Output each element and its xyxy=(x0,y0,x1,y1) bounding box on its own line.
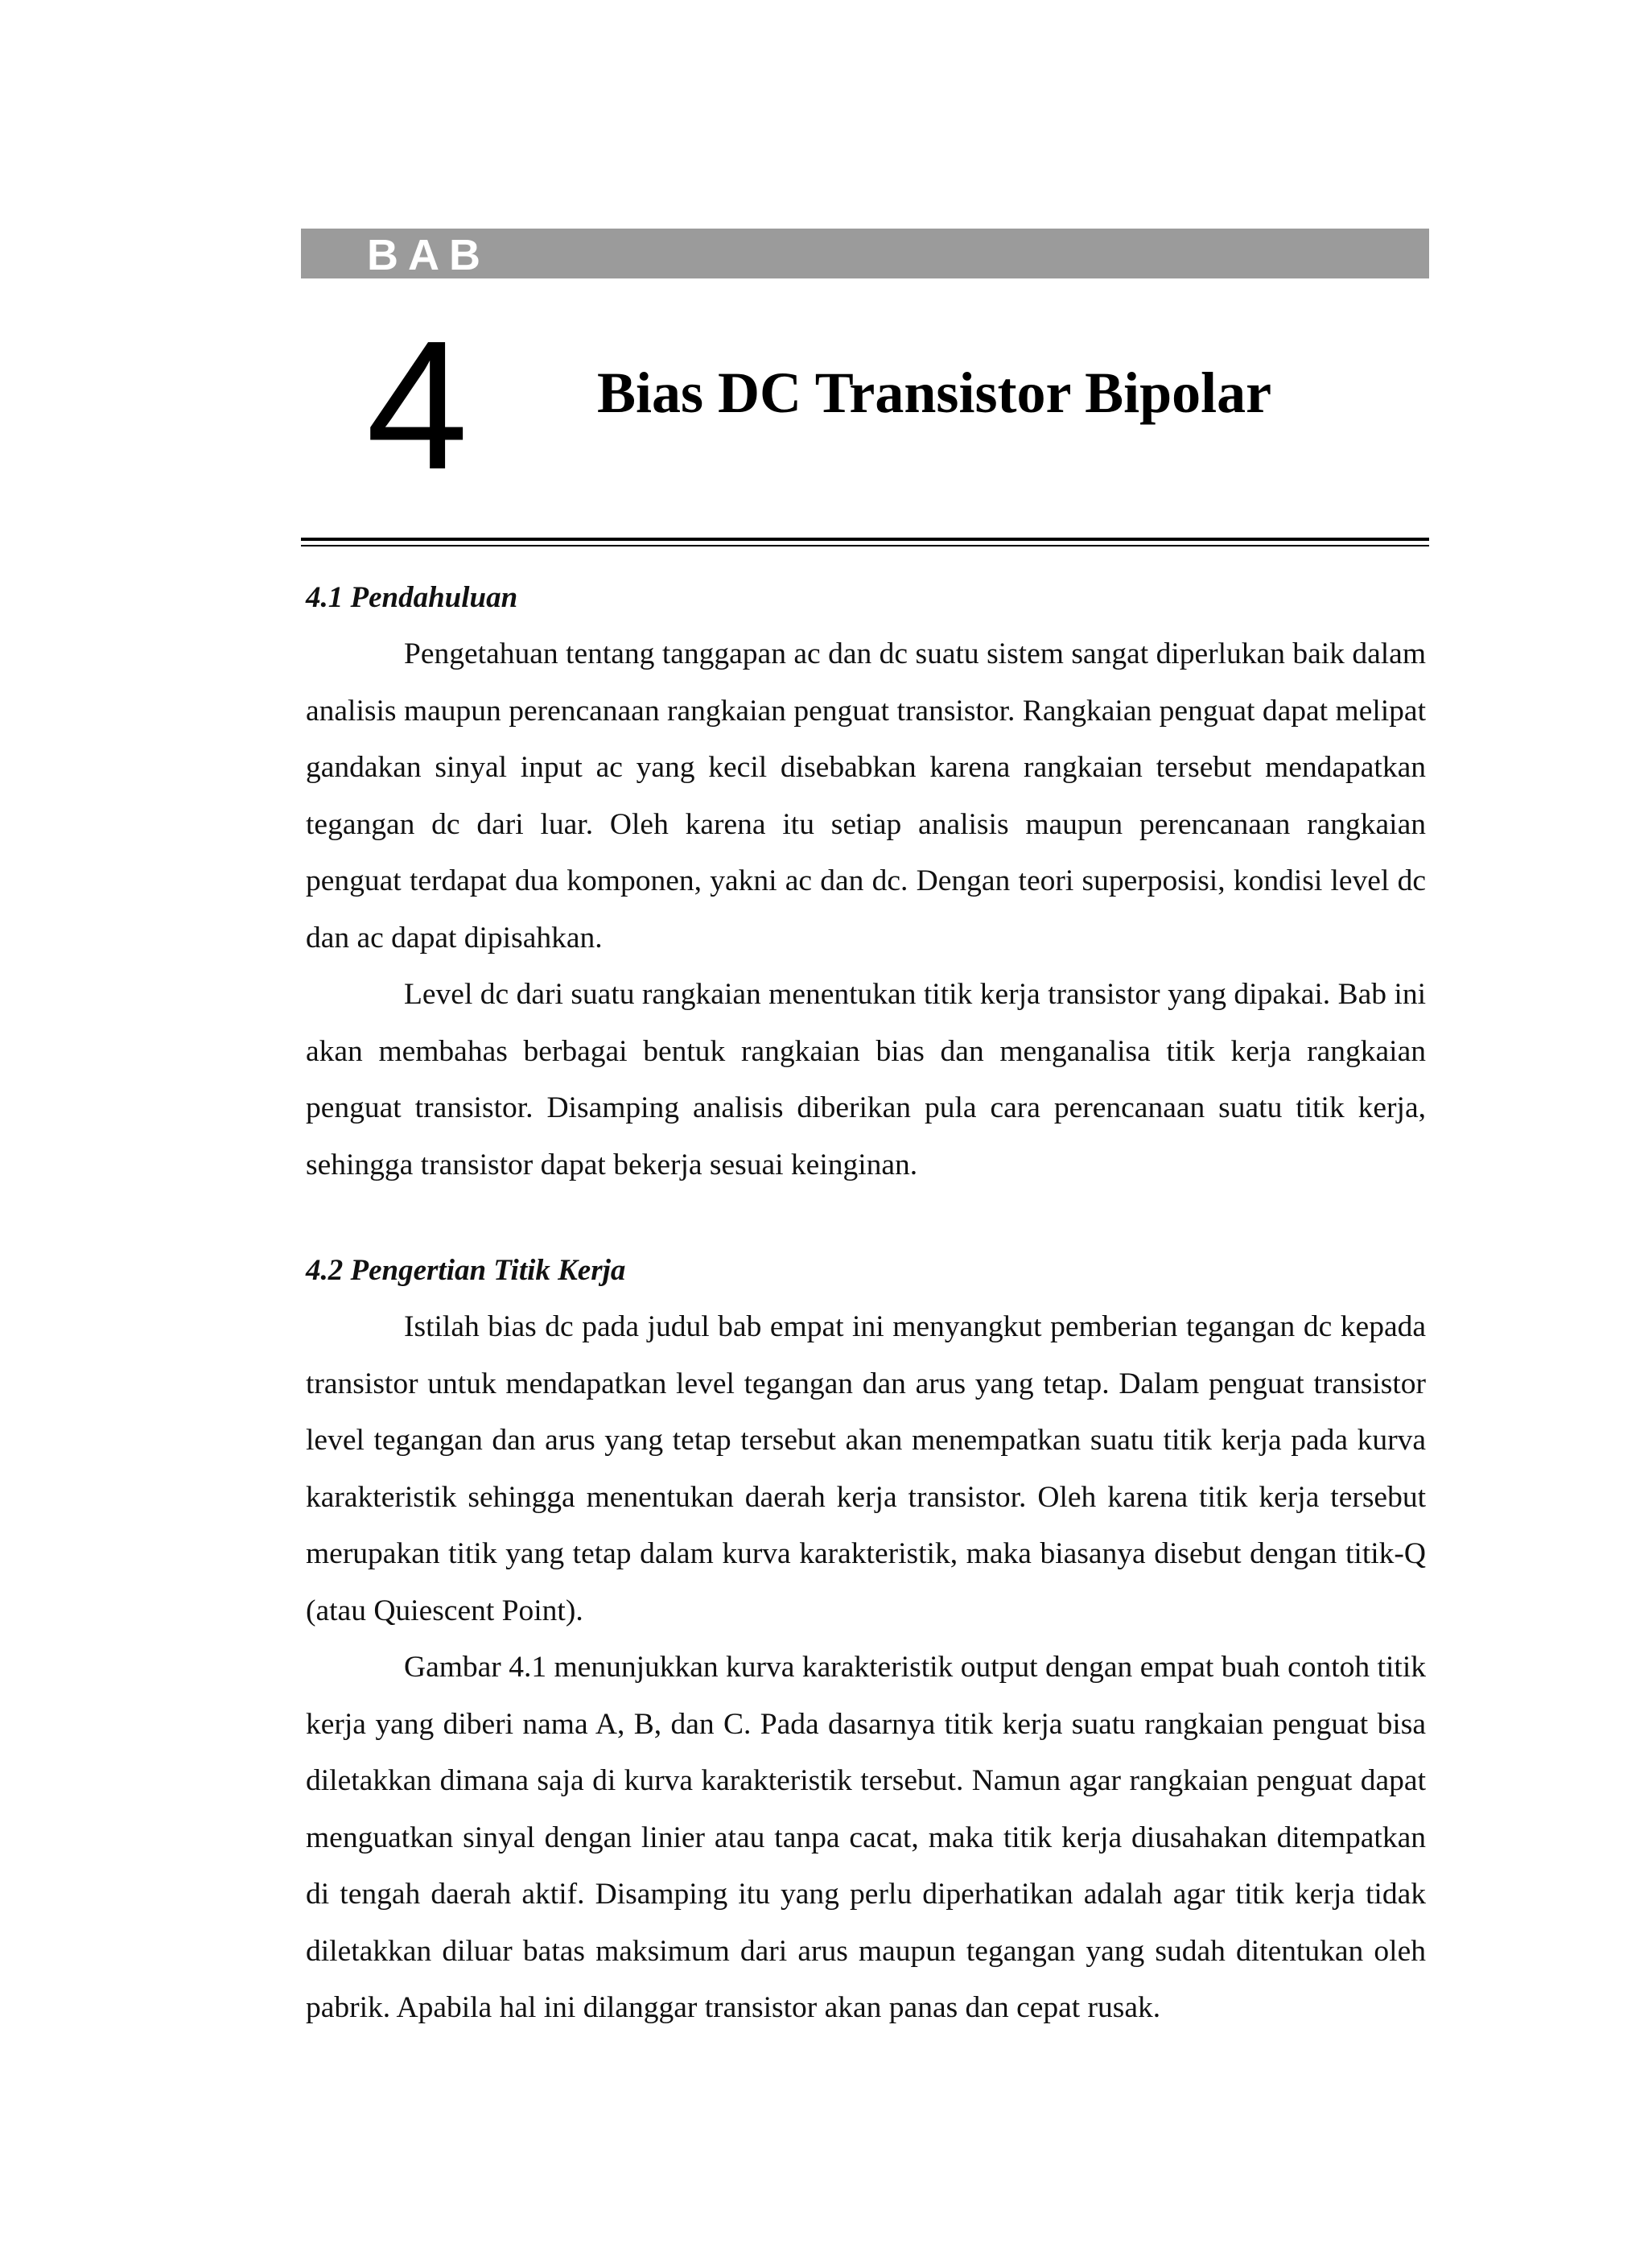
paragraph: Gambar 4.1 menunjukkan kurva karakteristik output dengan empat buah contoh titik kerja yang diberi nama A, B, dan C. Pada dasarnya titik kerja suatu rangkaian penguat bisa diletakkan dimana saja di kurva karakteristik tersebut. Namun agar rangkaian penguat dapat menguatkan sinyal dengan linier atau tanpa cacat, maka titik kerja diusahakan ditempatkan di tengah daerah aktif. Disamping itu yang perlu diperhatikan adalah agar titik kerja tidak diletakkan diluar batas maksimum dari arus maupun tegangan yang sudah ditentukan oleh pabrik. Apabila hal ini dilanggar transistor akan panas dan cepat rusak. xyxy=(306,1651,1426,2024)
paragraph: Pengetahuan tentang tanggapan ac dan dc suatu sistem sangat diperlukan baik dalam analisis maupun perencanaan rangkaian penguat transistor. Rangkaian penguat dapat melipat gandakan sinyal input ac yang kecil disebabkan karena rangkaian tersebut mendapatkan tegangan dc dari luar. Oleh karena itu setiap analisis maupun perencanaan rangkaian penguat terdapat dua komponen, yakni ac dan dc. Dengan teori superposisi, kondisi level dc dan ac dapat dipisahkan. xyxy=(306,637,1426,955)
title-divider-thick xyxy=(301,538,1429,541)
section-spacer xyxy=(306,1194,1426,1243)
chapter-title: Bias DC Transistor Bipolar xyxy=(597,361,1272,425)
chapter-number: 4 xyxy=(366,303,468,508)
section-heading-pendahuluan: 4.1 Pendahuluan xyxy=(306,581,518,614)
section-heading-titik-kerja: 4.2 Pengertian Titik Kerja xyxy=(306,1254,626,1287)
paragraph: Istilah bias dc pada judul bab empat ini menyangkut pemberian tegangan dc kepada transistor untuk mendapatkan level tegangan dan arus yang tetap. Dalam penguat transistor level tegangan dan arus yang tetap tersebut akan menempatkan suatu titik kerja pada kurva karakteristik sehingga menentukan daerah kerja transistor. Oleh karena titik kerja tersebut merupakan titik yang tetap dalam kurva karakteristik, maka biasanya disebut dengan titik-Q (atau Quiescent Point). xyxy=(306,1310,1426,1627)
chapter-label-bar xyxy=(301,229,1429,278)
chapter-body xyxy=(306,570,1426,2037)
chapter-label: BAB xyxy=(367,231,490,279)
title-divider-thin xyxy=(301,545,1429,546)
paragraph: Level dc dari suatu rangkaian menentukan titik kerja transistor yang dipakai. Bab ini akan membahas berbagai bentuk rangkaian bias dan menganalisa titik kerja rangkaian penguat transistor. Disamping analisis diberikan pula cara perencanaan suatu titik kerja, sehingga transistor dapat bekerja sesuai keinginan. xyxy=(306,978,1426,1181)
